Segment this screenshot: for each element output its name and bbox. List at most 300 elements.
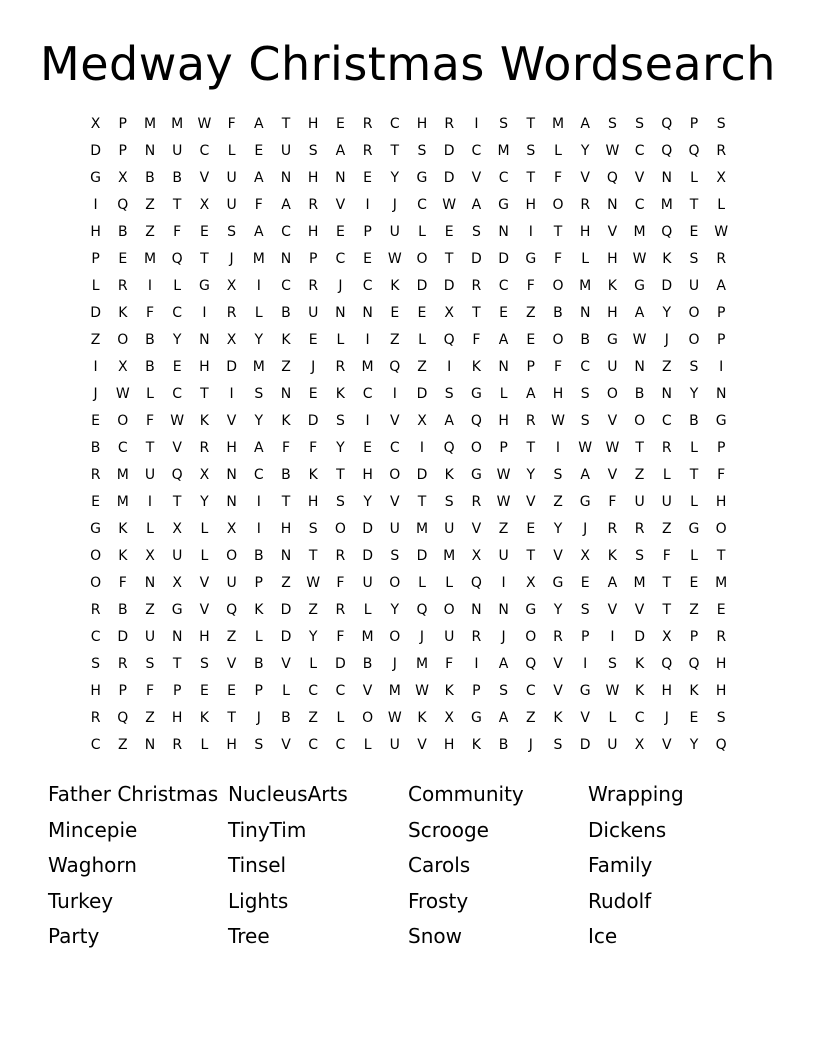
- grid-letter: N: [226, 494, 237, 510]
- grid-letter: F: [553, 359, 563, 375]
- grid-letter: K: [118, 521, 128, 537]
- grid-letter: H: [715, 683, 727, 699]
- grid-letter: E: [499, 305, 509, 321]
- grid-letter: V: [580, 710, 590, 726]
- grid-letter: V: [580, 170, 590, 186]
- grid-letter: U: [144, 629, 156, 645]
- grid-letter: P: [716, 332, 726, 348]
- grid-letter: L: [363, 737, 372, 753]
- grid-letter: S: [308, 521, 318, 537]
- grid-row: [82, 273, 735, 300]
- grid-letter: H: [443, 737, 455, 753]
- grid-letter: Y: [553, 602, 563, 618]
- grid-letter: P: [118, 116, 127, 132]
- grid-letter: I: [256, 494, 261, 510]
- grid-letter: Q: [117, 710, 129, 726]
- grid-letter: E: [363, 440, 373, 456]
- grid-letter: Z: [525, 710, 536, 726]
- grid-letter: E: [335, 224, 345, 240]
- grid-letter: G: [715, 413, 727, 429]
- grid-letter: V: [553, 656, 563, 672]
- grid-row: [82, 165, 735, 192]
- grid-letter: H: [498, 413, 509, 429]
- grid-letter: N: [661, 386, 673, 402]
- grid-letter: V: [226, 656, 237, 672]
- grid-letter: E: [227, 683, 237, 699]
- grid-letter: T: [553, 224, 563, 240]
- grid-letter: Z: [308, 602, 318, 618]
- grid-letter: S: [308, 143, 318, 159]
- grid-letter: U: [607, 737, 618, 753]
- grid-letter: I: [419, 440, 425, 456]
- grid-letter: W: [170, 413, 185, 429]
- grid-row: [82, 732, 735, 759]
- grid-letter: F: [118, 575, 127, 591]
- grid-letter: M: [579, 278, 592, 294]
- grid-letter: B: [253, 656, 264, 672]
- grid-letter: B: [172, 170, 182, 186]
- grid-letter: A: [253, 116, 264, 132]
- grid-letter: K: [118, 305, 128, 321]
- grid-letter: Z: [689, 602, 699, 618]
- word-list-item: Carols: [408, 853, 471, 877]
- grid-letter: Z: [634, 467, 645, 483]
- grid-letter: H: [607, 251, 618, 267]
- grid-letter: M: [715, 575, 728, 591]
- word-list-item: Tinsel: [228, 853, 287, 877]
- grid-letter: K: [607, 278, 617, 294]
- grid-letter: R: [716, 143, 727, 159]
- grid-letter: C: [362, 386, 373, 402]
- grid-letter: X: [661, 629, 672, 645]
- grid-letter: R: [172, 737, 183, 753]
- grid-letter: A: [253, 224, 264, 240]
- grid-letter: U: [280, 143, 292, 159]
- grid-letter: T: [689, 197, 699, 213]
- grid-letter: R: [308, 197, 319, 213]
- grid-letter: L: [200, 521, 209, 537]
- grid-letter: X: [226, 278, 237, 294]
- grid-letter: O: [334, 521, 346, 537]
- grid-letter: V: [199, 170, 210, 186]
- grid-letter: H: [307, 224, 319, 240]
- grid-letter: I: [147, 278, 153, 294]
- grid-letter: A: [716, 278, 726, 294]
- grid-letter: V: [335, 197, 346, 213]
- grid-letter: Z: [145, 602, 155, 618]
- grid-row: [82, 543, 735, 570]
- grid-row: [82, 246, 735, 273]
- grid-letter: M: [415, 656, 429, 672]
- grid-letter: J: [256, 710, 261, 726]
- grid-letter: F: [445, 656, 454, 672]
- grid-letter: C: [253, 467, 264, 483]
- grid-letter: E: [417, 305, 427, 321]
- grid-letter: U: [389, 737, 400, 753]
- word-list-item: Mincepie: [48, 817, 138, 842]
- grid-letter: Y: [689, 386, 699, 402]
- grid-row: [82, 516, 735, 543]
- grid-letter: L: [445, 575, 454, 591]
- grid-letter: H: [280, 521, 292, 537]
- grid-letter: T: [172, 197, 182, 213]
- grid-letter: T: [417, 494, 427, 510]
- grid-letter: D: [90, 305, 101, 321]
- grid-letter: D: [416, 386, 428, 402]
- grid-letter: D: [335, 656, 346, 672]
- grid-letter: A: [498, 710, 509, 726]
- grid-letter: J: [664, 332, 669, 348]
- grid-letter: W: [605, 683, 620, 699]
- grid-letter: N: [498, 359, 509, 375]
- grid-letter: K: [199, 413, 209, 429]
- grid-letter: Y: [254, 413, 264, 429]
- grid-letter: G: [634, 278, 646, 294]
- grid-letter: L: [200, 737, 209, 753]
- grid-letter: K: [390, 278, 400, 294]
- grid-letter: V: [226, 413, 237, 429]
- grid-letter: G: [90, 521, 102, 537]
- grid-letter: X: [417, 413, 427, 429]
- grid-letter: I: [365, 413, 370, 429]
- grid-letter: L: [418, 332, 426, 348]
- grid-letter: L: [227, 143, 236, 159]
- grid-letter: H: [715, 656, 727, 672]
- grid-letter: G: [579, 683, 591, 699]
- grid-letter: B: [145, 332, 155, 348]
- grid-letter: S: [526, 143, 536, 159]
- grid-letter: X: [580, 548, 590, 564]
- grid-letter: S: [716, 116, 726, 132]
- grid-letter: N: [498, 602, 509, 618]
- grid-letter: O: [525, 629, 537, 645]
- grid-letter: U: [362, 575, 373, 591]
- grid-letter: S: [607, 116, 617, 132]
- grid-letter: X: [145, 548, 155, 564]
- grid-letter: T: [526, 116, 536, 132]
- grid-letter: A: [525, 386, 536, 402]
- grid-letter: L: [418, 224, 426, 240]
- grid-letter: H: [362, 467, 373, 483]
- grid-letter: R: [444, 116, 455, 132]
- grid-letter: G: [498, 197, 510, 213]
- grid-letter: J: [528, 737, 533, 753]
- grid-letter: T: [662, 575, 672, 591]
- grid-letter: T: [172, 656, 182, 672]
- grid-letter: Q: [688, 143, 700, 159]
- grid-letter: T: [281, 116, 291, 132]
- grid-letter: Z: [661, 359, 672, 375]
- grid-letter: R: [471, 278, 482, 294]
- grid-letter: G: [470, 386, 482, 402]
- grid-letter: K: [281, 332, 291, 348]
- grid-letter: F: [281, 440, 291, 456]
- grid-letter: H: [661, 683, 673, 699]
- grid-letter: T: [390, 143, 400, 159]
- grid-letter: T: [145, 440, 155, 456]
- grid-letter: H: [307, 170, 319, 186]
- grid-letter: M: [497, 143, 510, 159]
- grid-letter: B: [145, 170, 155, 186]
- grid-letter: A: [471, 197, 482, 213]
- grid-letter: W: [578, 440, 593, 456]
- grid-letter: S: [580, 386, 590, 402]
- grid-letter: I: [583, 656, 588, 672]
- grid-letter: W: [197, 116, 212, 132]
- grid-letter: I: [256, 278, 261, 294]
- grid-letter: Q: [470, 413, 482, 429]
- grid-letter: I: [555, 440, 561, 456]
- grid-letter: R: [471, 494, 482, 510]
- grid-row: [82, 381, 735, 408]
- grid-letter: M: [633, 224, 646, 240]
- grid-letter: U: [634, 494, 645, 510]
- word-list-item: Waghorn: [48, 853, 137, 877]
- grid-letter: Z: [525, 305, 536, 321]
- grid-letter: X: [525, 575, 536, 591]
- grid-letter: I: [93, 359, 98, 375]
- grid-letter: N: [661, 170, 673, 186]
- grid-letter: Q: [661, 656, 673, 672]
- grid-letter: J: [419, 629, 425, 645]
- grid-letter: M: [551, 116, 565, 132]
- grid-letter: A: [607, 575, 618, 591]
- grid-letter: Q: [443, 440, 455, 456]
- grid-letter: B: [498, 737, 509, 753]
- grid-letter: D: [443, 170, 455, 186]
- grid-letter: C: [90, 629, 101, 645]
- grid-letter: U: [308, 305, 319, 321]
- grid-letter: S: [91, 656, 101, 672]
- grid-letter: F: [336, 629, 345, 645]
- grid-letter: Z: [281, 359, 291, 375]
- grid-letter: R: [716, 629, 727, 645]
- grid-letter: T: [444, 251, 454, 267]
- grid-letter: R: [716, 251, 727, 267]
- grid-letter: W: [605, 143, 620, 159]
- grid-letter: C: [498, 278, 509, 294]
- grid-letter: U: [688, 278, 700, 294]
- grid-letter: S: [607, 656, 617, 672]
- grid-letter: N: [280, 548, 292, 564]
- grid-letter: Z: [281, 575, 291, 591]
- grid-letter: V: [661, 737, 672, 753]
- grid-letter: N: [579, 305, 591, 321]
- grid-letter: R: [580, 197, 591, 213]
- grid-row: [82, 138, 735, 165]
- grid-letter: G: [552, 575, 564, 591]
- grid-letter: S: [254, 737, 264, 753]
- grid-letter: P: [716, 440, 726, 456]
- grid-letter: D: [443, 143, 455, 159]
- grid-letter: Q: [171, 251, 183, 267]
- grid-letter: G: [606, 332, 618, 348]
- grid-letter: F: [608, 494, 617, 510]
- grid-letter: F: [173, 224, 182, 240]
- grid-letter: B: [281, 305, 291, 321]
- grid-letter: Q: [661, 224, 673, 240]
- grid-letter: M: [361, 359, 374, 375]
- grid-letter: Y: [200, 494, 209, 510]
- grid-letter: S: [444, 386, 454, 402]
- grid-letter: H: [307, 116, 319, 132]
- grid-letter: V: [389, 413, 400, 429]
- grid-letter: V: [199, 602, 210, 618]
- grid-letter: E: [526, 332, 536, 348]
- grid-letter: L: [309, 656, 318, 672]
- grid-letter: H: [90, 683, 101, 699]
- grid-letter: N: [335, 170, 346, 186]
- grid-letter: X: [117, 359, 128, 375]
- grid-letter: Q: [416, 602, 428, 618]
- grid-letter: K: [444, 467, 454, 483]
- grid-letter: B: [281, 710, 291, 726]
- grid-letter: L: [336, 332, 345, 348]
- grid-letter: V: [281, 737, 291, 753]
- grid-letter: V: [607, 224, 618, 240]
- grid-letter: R: [362, 143, 373, 159]
- grid-row: [82, 705, 735, 732]
- grid-letter: L: [173, 278, 182, 294]
- grid-letter: B: [90, 440, 101, 456]
- grid-letter: H: [90, 224, 101, 240]
- grid-letter: M: [252, 359, 265, 375]
- grid-row: [82, 624, 735, 651]
- grid-letter: L: [662, 467, 671, 483]
- grid-letter: X: [172, 521, 182, 537]
- grid-letter: Z: [417, 359, 427, 375]
- grid-letter: P: [689, 629, 699, 645]
- grid-letter: P: [254, 575, 263, 591]
- grid-letter: T: [200, 251, 209, 267]
- grid-letter: R: [607, 521, 618, 537]
- grid-letter: O: [443, 602, 455, 618]
- grid-letter: Q: [688, 656, 700, 672]
- grid-letter: R: [634, 521, 645, 537]
- grid-letter: O: [117, 413, 129, 429]
- grid-letter: Z: [308, 710, 318, 726]
- grid-letter: V: [172, 440, 182, 456]
- grid-letter: R: [308, 278, 319, 294]
- grid-letter: I: [501, 575, 506, 591]
- grid-letter: C: [335, 251, 346, 267]
- grid-letter: C: [117, 440, 128, 456]
- grid-letter: G: [198, 278, 210, 294]
- grid-letter: P: [580, 629, 590, 645]
- word-list-item: Ice: [588, 924, 618, 948]
- grid-letter: H: [416, 116, 428, 132]
- grid-letter: K: [417, 710, 427, 726]
- grid-letter: N: [226, 467, 237, 483]
- grid-letter: X: [117, 170, 128, 186]
- grid-letter: K: [689, 683, 699, 699]
- grid-letter: C: [281, 224, 291, 240]
- grid-letter: E: [689, 575, 699, 591]
- grid-letter: O: [389, 629, 401, 645]
- grid-letter: J: [229, 251, 234, 267]
- grid-letter: V: [634, 170, 645, 186]
- grid-letter: P: [499, 440, 508, 456]
- grid-letter: O: [606, 386, 618, 402]
- grid-letter: K: [254, 602, 264, 618]
- grid-letter: K: [281, 413, 291, 429]
- grid-letter: E: [308, 332, 318, 348]
- grid-letter: S: [227, 224, 237, 240]
- grid-letter: C: [498, 170, 509, 186]
- grid-letter: B: [689, 413, 699, 429]
- grid-letter: K: [444, 683, 454, 699]
- grid-letter: I: [365, 332, 370, 348]
- grid-letter: G: [525, 251, 537, 267]
- grid-letter: D: [362, 521, 373, 537]
- grid-row: [82, 111, 735, 138]
- grid-letter: M: [443, 548, 456, 564]
- grid-letter: E: [580, 575, 590, 591]
- grid-letter: H: [226, 440, 237, 456]
- grid-letter: D: [280, 629, 292, 645]
- grid-letter: M: [143, 116, 157, 132]
- grid-letter: Z: [145, 224, 155, 240]
- grid-letter: M: [633, 575, 646, 591]
- grid-row: [82, 678, 735, 705]
- grid-letter: X: [226, 521, 237, 537]
- grid-letter: N: [634, 359, 645, 375]
- grid-letter: T: [472, 305, 481, 321]
- grid-letter: Y: [390, 602, 400, 618]
- grid-letter: D: [416, 548, 428, 564]
- grid-letter: X: [172, 575, 182, 591]
- grid-letter: L: [200, 548, 209, 564]
- grid-letter: B: [117, 602, 128, 618]
- grid-letter: C: [634, 143, 645, 159]
- grid-letter: E: [689, 224, 699, 240]
- grid-letter: F: [662, 548, 671, 564]
- grid-letter: L: [336, 710, 345, 726]
- grid-letter: Y: [553, 521, 563, 537]
- grid-letter: S: [689, 251, 699, 267]
- grid-letter: Q: [443, 332, 455, 348]
- grid-letter: Y: [363, 494, 372, 510]
- grid-letter: W: [387, 710, 402, 726]
- grid-letter: N: [335, 305, 346, 321]
- grid-letter: M: [388, 683, 401, 699]
- grid-row: [82, 327, 735, 354]
- grid-letter: A: [634, 305, 645, 321]
- grid-letter: L: [254, 629, 263, 645]
- grid-letter: V: [471, 170, 482, 186]
- grid-letter: D: [90, 143, 101, 159]
- grid-letter: R: [471, 629, 482, 645]
- grid-letter: R: [90, 710, 101, 726]
- grid-letter: D: [226, 359, 237, 375]
- grid-letter: V: [607, 602, 618, 618]
- grid-letter: R: [362, 116, 373, 132]
- grid-letter: I: [365, 197, 370, 213]
- grid-letter: V: [417, 737, 427, 753]
- grid-letter: X: [444, 305, 454, 321]
- grid-letter: Q: [226, 602, 238, 618]
- grid-letter: N: [171, 629, 183, 645]
- grid-letter: Z: [553, 494, 563, 510]
- grid-row: [82, 651, 735, 678]
- grid-letter: V: [607, 413, 618, 429]
- grid-letter: Q: [606, 170, 618, 186]
- grid-letter: F: [553, 251, 563, 267]
- grid-letter: Y: [336, 440, 345, 456]
- grid-letter: O: [389, 467, 401, 483]
- grid-letter: T: [200, 386, 209, 402]
- grid-letter: V: [471, 521, 482, 537]
